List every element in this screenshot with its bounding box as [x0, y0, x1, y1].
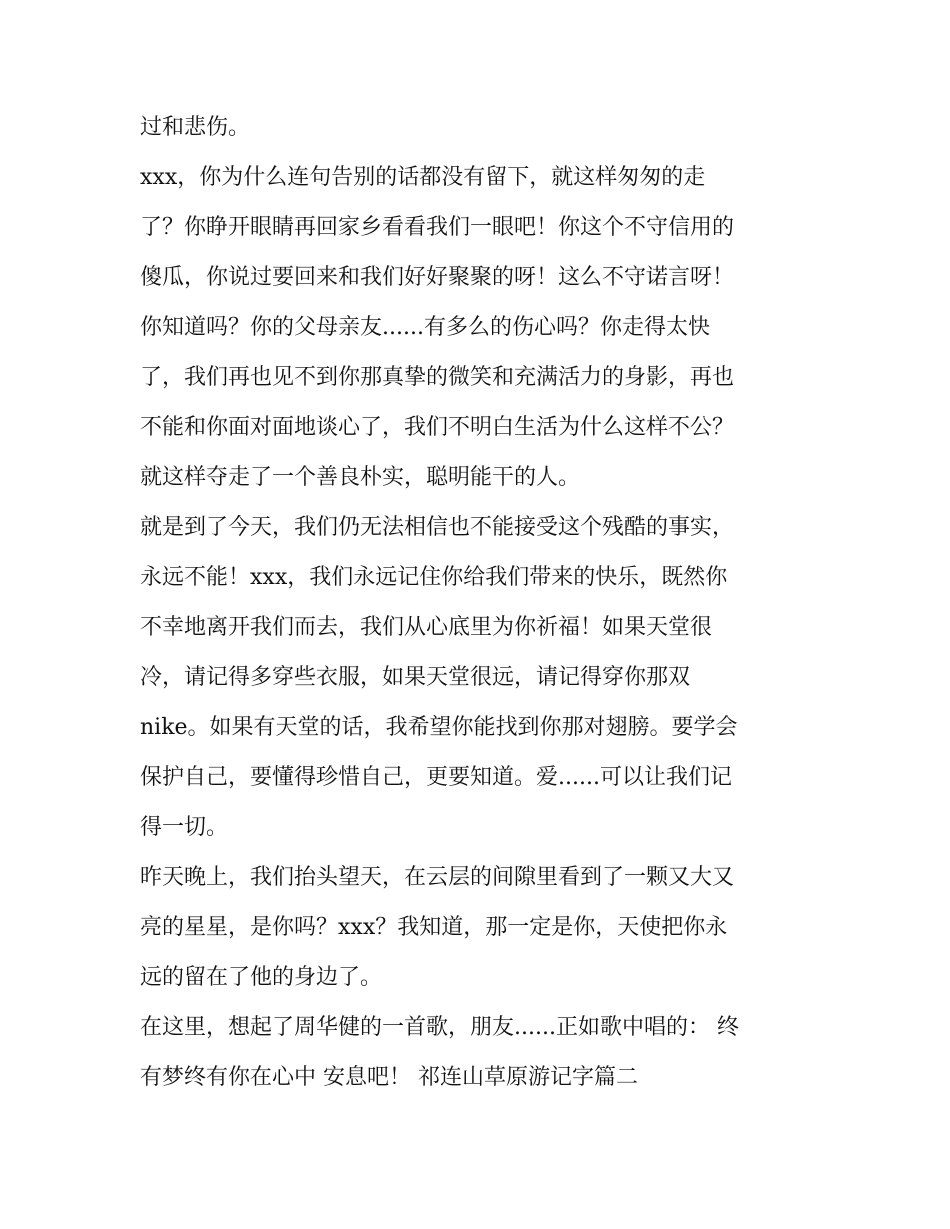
text-line: 昨天晚上，我们抬头望天，在云层的间隙里看到了一颗又大又 — [140, 865, 735, 890]
text-line: 傻瓜，你说过要回来和我们好好聚聚的呀！这么不守诺言呀！ — [140, 265, 735, 290]
text-line: 不幸地离开我们而去，我们从心底里为你祈福！如果天堂很 — [140, 615, 713, 640]
text-line: 不能和你面对面地谈心了，我们不明白生活为什么这样不公？ — [140, 415, 735, 440]
text-line: nike。如果有天堂的话，我希望你能找到你那对翅膀。要学会 — [140, 715, 738, 740]
text-line: xxx，你为什么连句告别的话都没有留下，就这样匆匆的走 — [140, 165, 706, 190]
text-line: 远的留在了他的身边了。 — [140, 965, 383, 990]
text-line: 保护自己，要懂得珍惜自己，更要知道。爱......可以让我们记 — [140, 765, 732, 790]
text-line: 了，我们再也见不到你那真挚的微笑和充满活力的身影，再也 — [140, 365, 735, 390]
text-line: 你知道吗？你的父母亲友......有多么的伤心吗？你走得太快 — [140, 315, 710, 340]
document-body — [140, 108, 820, 1108]
text-line: 得一切。 — [140, 815, 229, 840]
text-line: 就这样夺走了一个善良朴实，聪明能干的人。 — [140, 465, 581, 490]
text-line: 亮的星星，是你吗？xxx？我知道，那一定是你，天使把你永 — [140, 915, 728, 940]
text-line: 永远不能！xxx，我们永远记住你给我们带来的快乐，既然你 — [140, 565, 728, 590]
text-line: 了？你睁开眼睛再回家乡看看我们一眼吧！你这个不守信用的 — [140, 215, 735, 240]
text-line: 冷，请记得多穿些衣服，如果天堂很远，请记得穿你那双 — [140, 665, 691, 690]
text-line: 在这里，想起了周华健的一首歌，朋友......正如歌中唱的： 终 — [140, 1015, 739, 1040]
text-line: 就是到了今天，我们仍无法相信也不能接受这个残酷的事实， — [140, 515, 735, 540]
text-line: 过和悲伤。 — [140, 115, 251, 140]
text-line: 有梦终有你在心中 安息吧！ 祁连山草原游记字篇二 — [140, 1065, 638, 1090]
